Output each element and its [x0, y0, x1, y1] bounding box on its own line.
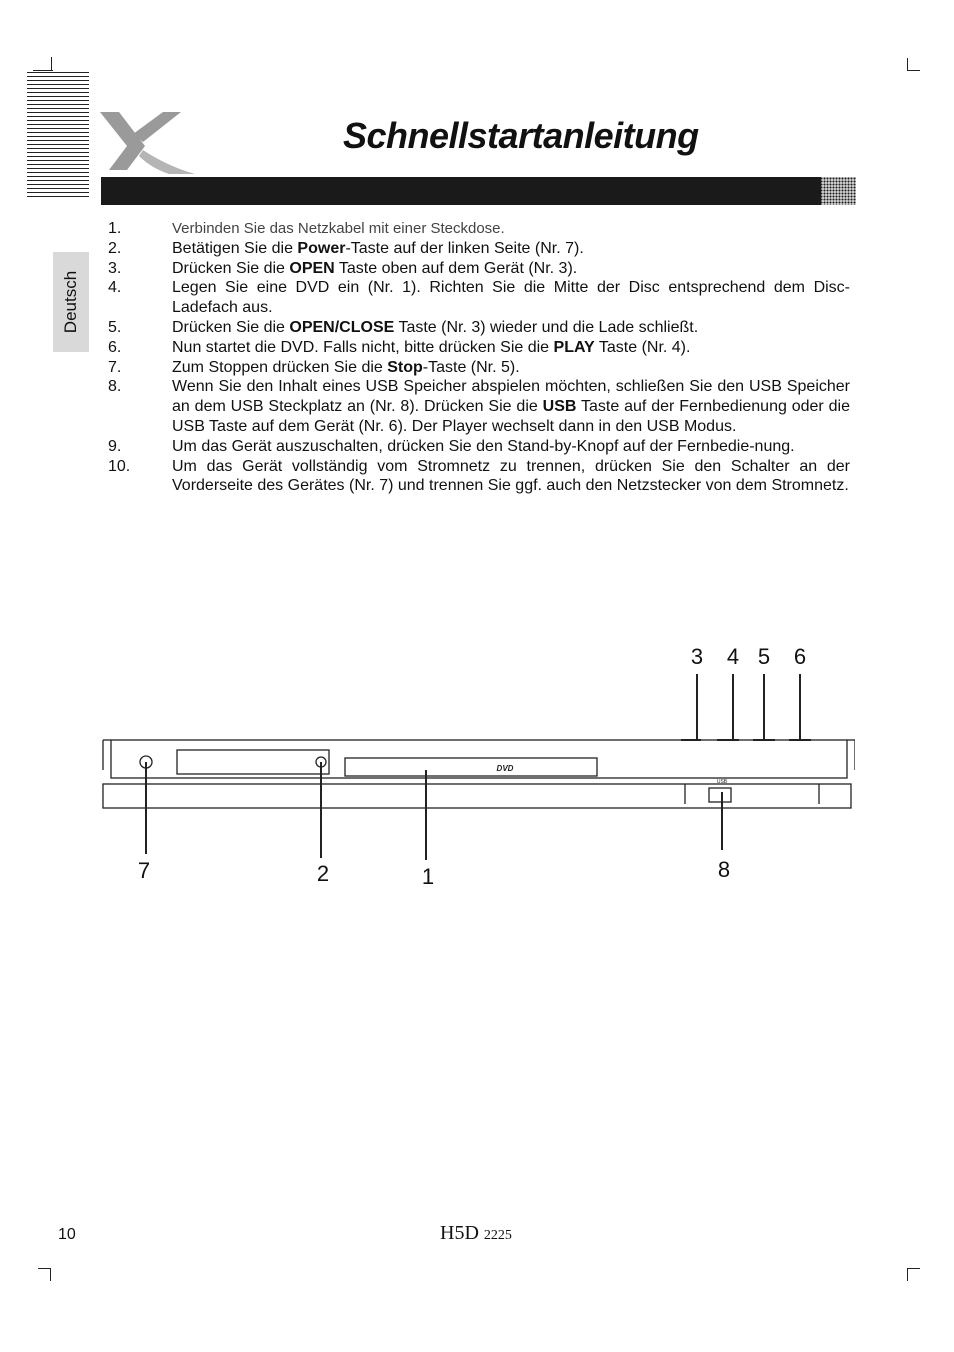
crop-mark-top-right-h	[907, 70, 920, 71]
language-tab-label: Deutsch	[61, 270, 80, 334]
step-number: 3.	[108, 259, 122, 277]
step-text: Wenn Sie den Inhalt eines USB Speicher abspielen möchten, schließen Sie den USB Speicher an dem USB Steckplatz an (Nr. 8). Drücken Sie die USB Taste auf der Fernbedienung oder die USB Taste auf dem Gerät (Nr. 6). Der Player wechselt dann in den USB Modus.	[172, 378, 850, 435]
crop-mark-top-left	[33, 70, 53, 71]
step-text: Nun startet die DVD. Falls nicht, bitte drücken Sie die PLAY Taste (Nr. 4).	[172, 338, 691, 356]
step-number: 8.	[108, 378, 122, 396]
callout-4: 4	[726, 644, 740, 669]
step-text: Zum Stoppen drücken Sie die Stop-Taste (Nr. 5).	[172, 358, 520, 376]
device-display-window	[177, 750, 329, 774]
crop-mark-bottom-right	[907, 1268, 920, 1269]
crop-mark-bottom-right-v	[907, 1268, 908, 1281]
page-title: Schnellstartanleitung	[343, 115, 699, 156]
language-tab	[53, 252, 89, 352]
callout-7: 7	[137, 858, 151, 883]
step-number: 10.	[108, 457, 131, 475]
step-text: Drücken Sie die OPEN Taste oben auf dem Gerät (Nr. 3).	[172, 259, 578, 277]
step-number: 6.	[108, 338, 122, 356]
model-number: 2225	[483, 1228, 512, 1243]
step-item	[108, 338, 850, 358]
step-number: 1.	[108, 220, 122, 237]
step-text: Verbinden Sie das Netzkabel mit einer Steckdose.	[172, 220, 505, 237]
crop-mark-bottom-left-v	[50, 1268, 51, 1281]
step-item	[108, 358, 850, 378]
title-bar-dots	[820, 177, 856, 205]
device-front-diagram	[99, 644, 855, 884]
step-text: Betätigen Sie die Power-Taste auf der linken Seite (Nr. 7).	[172, 239, 584, 257]
step-text: Drücken Sie die OPEN/CLOSE Taste (Nr. 3) wieder und die Lade schließt.	[172, 318, 699, 336]
device-lower-panel	[103, 784, 851, 808]
title-bar	[101, 177, 821, 205]
model-name	[440, 1222, 512, 1245]
step-item	[108, 278, 850, 318]
step-text: Um das Gerät vollständig vom Stromnetz zu trennen, drücken Sie den Schalter an der Vorderseite des Gerätes (Nr. 7) und trennen Sie ggf. auch den Netzstecker von dem Stromnetz.	[172, 457, 850, 495]
step-item	[108, 457, 850, 497]
step-item	[108, 437, 850, 457]
brand-x-logo	[97, 110, 197, 176]
step-number: 4.	[108, 279, 122, 297]
callout-5: 5	[757, 644, 771, 669]
step-item	[108, 219, 850, 239]
crop-mark-top-left-v	[51, 57, 52, 71]
usb-port	[709, 788, 731, 802]
step-item	[108, 259, 850, 279]
header-stripes	[27, 72, 89, 198]
step-item	[108, 239, 850, 259]
step-text: Legen Sie eine DVD ein (Nr. 1). Richten Sie die Mitte der Disc entsprechend dem Disc-Ladefach aus.	[172, 279, 850, 317]
step-item	[108, 377, 850, 436]
model-main: H5D	[440, 1222, 479, 1244]
callout-2: 2	[316, 861, 330, 884]
callout-1: 1	[421, 864, 435, 884]
device-front-panel	[111, 740, 847, 778]
step-number: 7.	[108, 358, 122, 376]
step-number: 9.	[108, 437, 122, 455]
callout-6: 6	[793, 644, 807, 669]
callout-3: 3	[690, 644, 704, 669]
disc-tray	[345, 758, 597, 776]
step-text: Um das Gerät auszuschalten, drücken Sie den Stand-by-Knopf auf der Fernbedie-nung.	[172, 437, 795, 455]
usb-port-label: USB	[716, 779, 728, 785]
instruction-list	[108, 219, 850, 496]
callout-8: 8	[717, 857, 731, 882]
page-number: 10	[58, 1226, 76, 1243]
step-number: 5.	[108, 318, 122, 336]
step-number: 2.	[108, 239, 122, 257]
tray-dvd-label: DVD	[496, 764, 514, 773]
step-item	[108, 318, 850, 338]
